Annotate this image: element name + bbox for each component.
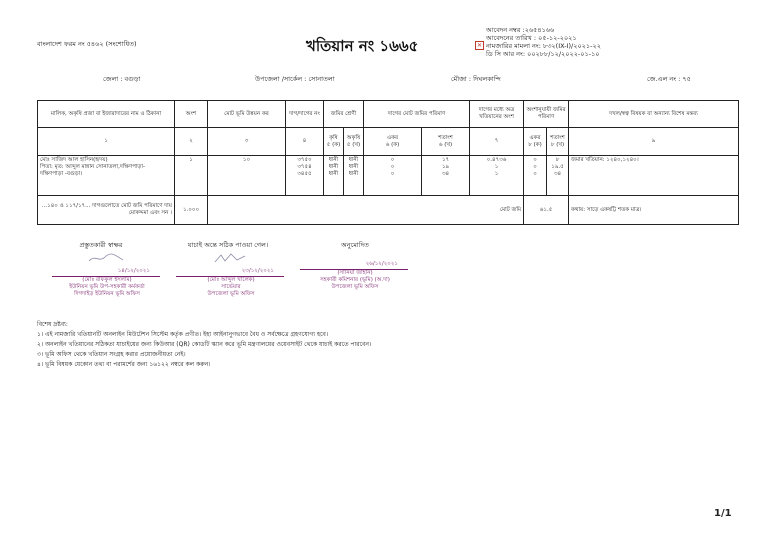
- col-number: ৩: [208, 128, 286, 156]
- land-class: ধানী: [328, 171, 339, 177]
- district-label: জেলা : বগুড়া: [103, 75, 141, 83]
- signer-name: (সানিয়া জাহান): [337, 270, 373, 276]
- note-item: ৪। ভূমি বিষয়ক যেকোন তথ্য বা পরামর্শের জন্য ১৬১২২ নম্বরে কল করুন।: [37, 361, 211, 368]
- header-total-land: দাগের মোট জমির পরিমাণ: [364, 101, 470, 128]
- table-footer-row: [38, 196, 739, 225]
- shotangsho-value: ১৯.৫: [551, 164, 564, 170]
- shotangsho-value: ৮: [555, 157, 560, 163]
- sub-header-acre: একর: [386, 134, 399, 141]
- shotangsho-value: ৩৪: [441, 171, 450, 177]
- sub-header-okrishi: অকৃষি: [346, 134, 361, 141]
- col-number: ৮ (খ): [550, 141, 565, 148]
- col-number: ৭: [470, 128, 524, 156]
- revenue-cell: ১০: [208, 156, 286, 196]
- acre-value: ০: [533, 164, 537, 170]
- signer-office: দিগদাইড় ইউনিয়ন ভূমি অফিস: [74, 291, 140, 297]
- note-item: ১। এই নামজারি খতিয়ানটি অনলাইন মিউটেশন সিস্টেম কর্তৃক প্রণীত। ইহা আইনানুগভাবে বৈধ ও সর্বক্ষেত্রে গ্রহণযোগ্য হবে।: [37, 331, 329, 338]
- signer-designation: ইউনিয়ন ভূমি উপ-সহকারী কর্মকর্তা: [69, 284, 145, 290]
- total-acre-cell: [364, 156, 422, 196]
- header-remarks: দখল/স্বত্ব বিষয়ক বা অন্যান্য বিশেষ মন্তব্য: [569, 101, 739, 128]
- share-acre-cell: [524, 156, 547, 196]
- page-number: 1/1: [714, 508, 732, 519]
- jl-number-label: জে.এল নং : ৭৫: [647, 75, 691, 83]
- total-shotangsho-cell: [422, 156, 470, 196]
- col-number-krishi: [324, 128, 344, 156]
- note-item: ৩। ভূমি অফিস থেকে খতিয়ান সংগ্রহ করার প্রয়োজনীয়তা নেই।: [37, 351, 186, 358]
- signer-name: (মোঃ আব্দুল খালেক): [207, 277, 255, 283]
- signature-block-surveyor: [176, 241, 286, 298]
- header-revenue: মোট ভূমি উন্নয়ন কর: [208, 101, 286, 128]
- land-class: ধানী: [328, 157, 339, 163]
- header-share-land: অংশানুযায়ী জমির পরিমাণ: [524, 101, 569, 128]
- table-row: [38, 156, 739, 196]
- mouza-label: মৌজা : দিঘলকান্দি: [451, 75, 501, 83]
- header-dag-number: দাগ/দাগের নং: [286, 101, 324, 128]
- dag-number: ৩৭৫০: [297, 157, 312, 163]
- owner-cell: [38, 156, 175, 196]
- owner-address: দক্ষিণপাড়া -বগুড়া।: [40, 171, 83, 177]
- signature-role: যাচাই অন্তে সঠিক পাওয়া গেল।: [187, 241, 269, 249]
- application-number: আবেদন নম্বর :২৬৫৪১৬৬: [486, 26, 555, 34]
- application-meta: [486, 26, 601, 58]
- footer-total-label: মোট জমি: [208, 196, 524, 225]
- upazila-label: উপজেলা /সার্কেল : সোনাতলা: [255, 75, 335, 83]
- notes-heading: বিশেষ দ্রষ্টব্য:: [37, 321, 68, 328]
- sub-header-shotangsho: শতাংশ: [438, 134, 453, 141]
- col-number-share-acre: [524, 128, 547, 156]
- okrishi-cell: [344, 156, 364, 196]
- col-number: ৫ (খ): [346, 141, 361, 148]
- signature-date: ১৪/১২/২০২১: [117, 268, 150, 274]
- acre-value: ০: [390, 171, 395, 177]
- header-land-class: জমির শ্রেণী: [324, 101, 364, 128]
- shotangsho-value: ১৭: [441, 157, 450, 163]
- signer-name: (মোঃ রফিকুল ইসলাম): [82, 277, 132, 283]
- krishi-cell: [324, 156, 344, 196]
- col-number: ৪: [286, 128, 324, 156]
- page-title: খতিয়ান নং ১৬৬৫: [306, 37, 419, 55]
- dag-cell: [286, 156, 324, 196]
- signature-date: ২৩/১২/২০২১: [241, 268, 274, 274]
- application-date: আবেদনের তারিখ : ০৫-১২-২০২১: [486, 34, 577, 42]
- share-value: ০.৪৭৩৬: [486, 157, 507, 163]
- shotangsho-value: ১৯: [441, 164, 450, 170]
- signer-designation: সার্ভেয়ার: [221, 284, 241, 290]
- signature-scribble-icon: [87, 252, 127, 264]
- land-class: ধানী: [348, 157, 359, 163]
- dag-number: ৩৪৫৫: [297, 171, 312, 177]
- col-number: ৯: [569, 128, 739, 156]
- acre-value: ০: [390, 157, 395, 163]
- khatian-share-cell: [470, 156, 524, 196]
- col-number: ৬ (ক): [385, 141, 400, 148]
- sub-header-acre: একর: [529, 134, 541, 141]
- col-number: ৮ (ক): [528, 141, 542, 148]
- table-number-row: [38, 128, 739, 156]
- share-value: ১: [494, 171, 499, 177]
- col-number: ৫ (ক): [326, 141, 341, 148]
- signature-block-approver: [300, 241, 410, 291]
- col-number-share-shotangsho: [547, 128, 569, 156]
- acre-value: ০: [533, 171, 537, 177]
- header-owner: মালিক, অকৃষি প্রজা বা ইজারাদারের নাম ও ঠিকানা: [38, 101, 175, 128]
- signer-designation: সহকারী কমিশনার (ভূমি) (অ.দা): [320, 277, 390, 283]
- sub-header-shotangsho: শতাংশ: [550, 134, 565, 141]
- remarks-cell: জমার খতিয়ান: ১২৪০,১২৪০।: [569, 156, 739, 196]
- signature-block-preparer: [52, 241, 162, 298]
- col-number: ২: [175, 128, 208, 156]
- col-number: ৬ (খ): [438, 141, 453, 148]
- share-value: ১: [494, 164, 499, 170]
- signature-role: অনুমোদিত: [341, 241, 369, 249]
- note-item: ২। অনলাইন খতিয়ানের সঠিকতা যাচাইয়ের জন্য কিউআর (QR) কোডটি স্ক্যান করে ভূমি মন্ত্রণালয়ের ওয়েবসাইট থেকে যাচাই করতে পারবেন।: [37, 341, 372, 348]
- col-number-shotangsho: [422, 128, 470, 156]
- footer-total-words: কথায়: সাড়ে একষট্টি শতক মাত্র।: [569, 196, 739, 225]
- col-number-okrishi: [344, 128, 364, 156]
- footer-note: ...১৪০ ও ১১৭/১৭... দাগগুলোতে মোট জমি পরিমাণে দায় মোকদ্দমা এবং সন ।: [38, 196, 175, 225]
- land-class: ধানী: [348, 164, 359, 170]
- dcr-number: ডি সি আর নং: ০০২৮৮/১২/২০২২-০১-১০: [486, 50, 600, 58]
- acre-value: ০: [390, 164, 395, 170]
- owner-name: মোঃ সাজিদ আল হাসিন(হৃদয়): [40, 157, 108, 163]
- col-number-acre: [364, 128, 422, 156]
- share-shotangsho-cell: [547, 156, 569, 196]
- signer-office: উপজেলা ভূমি অফিস: [331, 284, 379, 290]
- footer-total-value: ৬১.৫: [524, 196, 569, 225]
- land-class: ধানী: [348, 171, 359, 177]
- owner-father: পিতা: মৃত: আব্দুল মান্নান সোনাতলা,দক্ষিণপাড়া-: [40, 164, 145, 170]
- header-khatian-share: দাগের মধ্যে অত্র খতিয়ানের অংশ: [470, 101, 524, 128]
- header-share: অংশ: [175, 101, 208, 128]
- footer-share-total: ১.০০০: [175, 196, 208, 225]
- share-cell: ১: [175, 156, 208, 196]
- signature-scribble-icon: [211, 252, 251, 264]
- broken-image-icon: ✕: [476, 42, 483, 49]
- col-number: ১: [38, 128, 175, 156]
- case-number: নামজারির মামলা নং: ৮৩২(IX-I)/২০২১-২২: [486, 42, 601, 50]
- acre-value: ০: [533, 157, 537, 163]
- signer-office: উপজেলা ভূমি অফিস: [207, 291, 255, 297]
- notes-section: [37, 320, 371, 370]
- sub-header-krishi: কৃষি: [329, 134, 338, 141]
- table-header-row: [38, 101, 739, 128]
- signature-date: ২৬/১২/২০২১: [365, 261, 398, 267]
- form-number: বাংলাদেশ ফরম নং ৫৪৬২ (সংশোধিত): [37, 40, 137, 48]
- land-class: ধানী: [328, 164, 339, 170]
- signature-role: প্রস্তুতকারী স্বাক্ষর: [79, 241, 123, 249]
- shotangsho-value: ৩৪: [553, 171, 562, 177]
- dag-number: ৩৭৫৪: [297, 164, 312, 170]
- khatian-table: [37, 100, 739, 225]
